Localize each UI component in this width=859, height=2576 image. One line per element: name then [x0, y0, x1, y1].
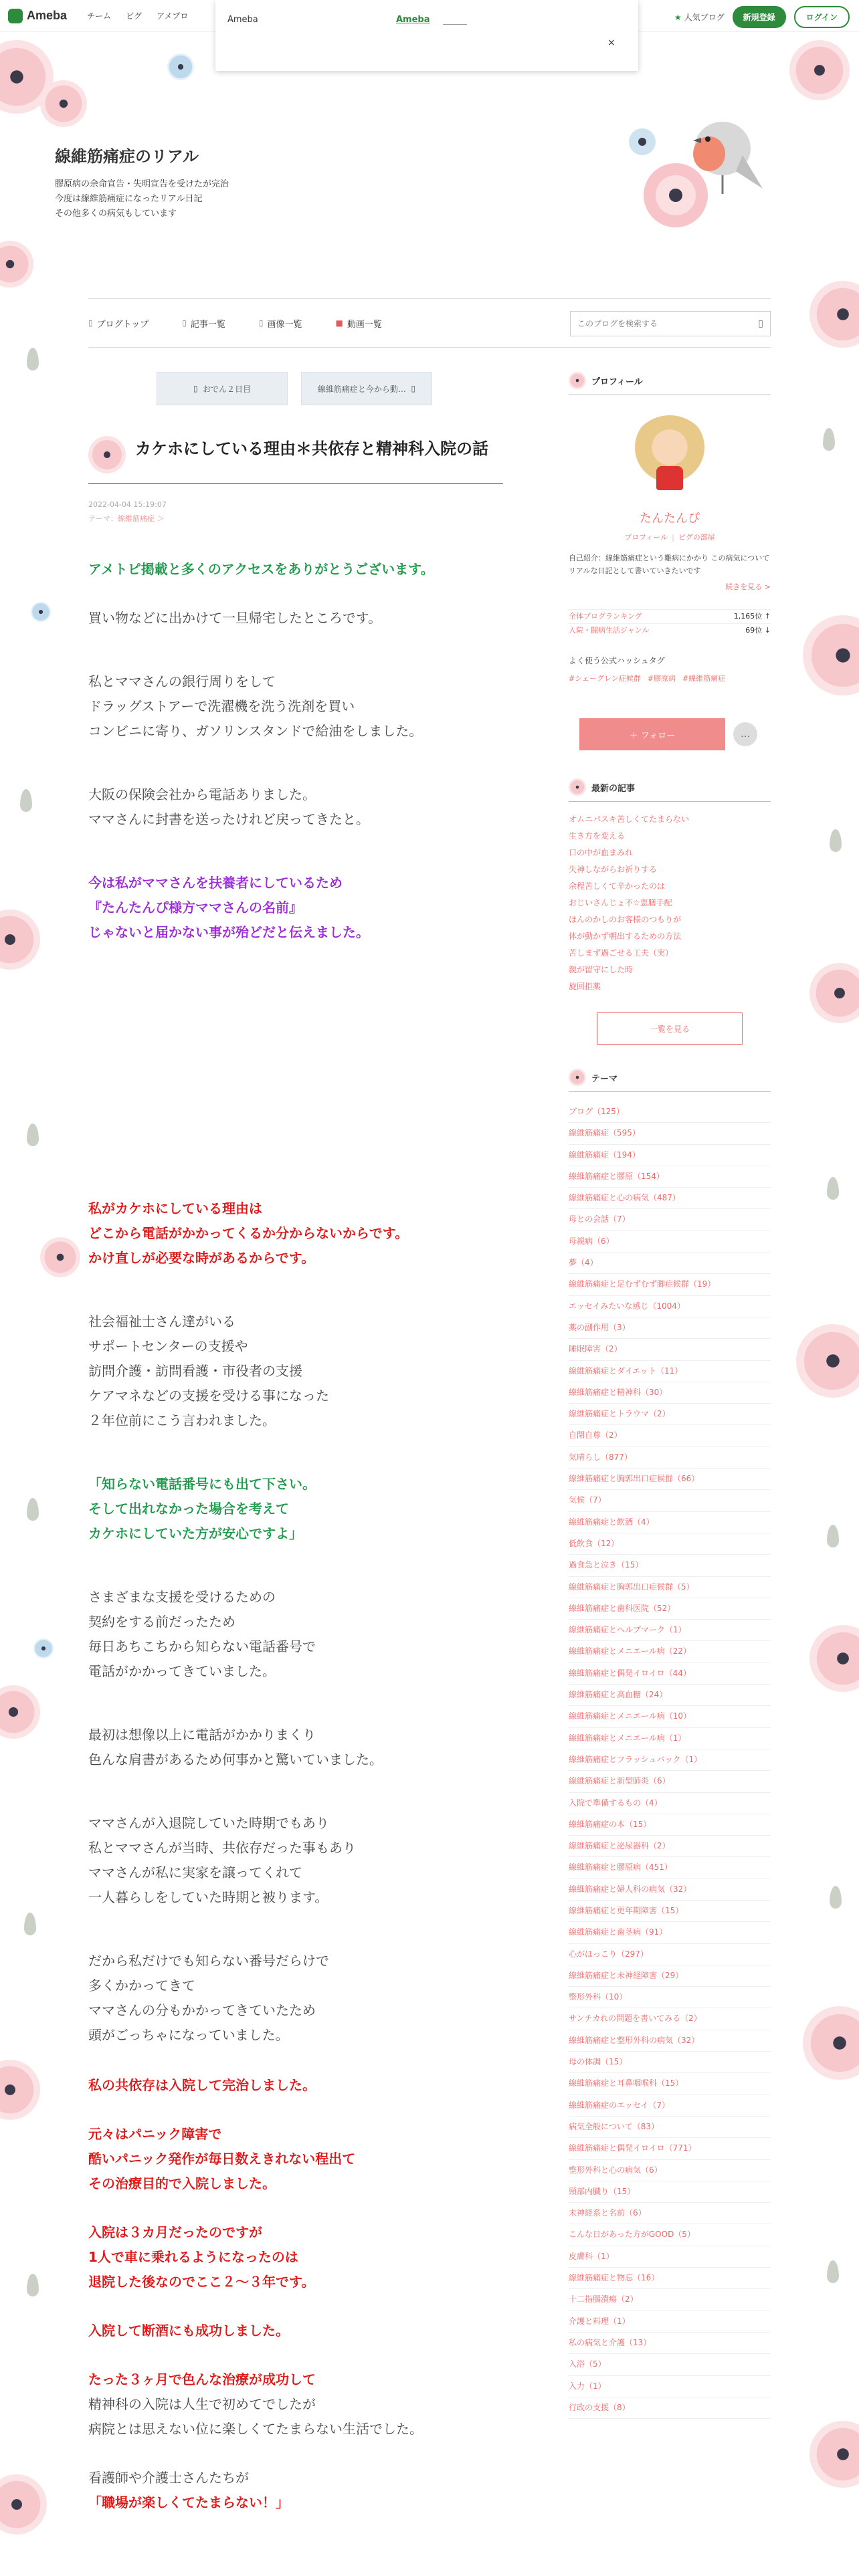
ameba-service-nav [87, 10, 188, 21]
ranking-row[interactable]: 入院・闘病生活ジャンル 69位 ↓ [569, 623, 771, 637]
theme-item[interactable]: 気晴らし（877） [569, 1447, 771, 1469]
nav-video-list[interactable]: ■ 動画一覧 [335, 318, 382, 330]
theme-item[interactable]: 整形外科と心の病気（6） [569, 2160, 771, 2181]
theme-item[interactable]: 入院で準備するもの（4） [569, 1793, 771, 1814]
article-paragraph: さまざまな支援を受けるための 契約をする前だったため 毎日あちこちから知らない電話番号で 電話がかかってきていました。 [88, 1589, 316, 1679]
theme-item[interactable]: 線維筋痛症と飲酒（4） [569, 1512, 771, 1533]
article-paragraph: 看護師や介護士さんたちが 「職場が楽しくてたまらない！」 [88, 2470, 289, 2510]
article-paragraph: 大阪の保険会社から電話ありました。 ママさんに封書を送ったけれど戻ってきたと。 [88, 786, 369, 827]
theme-item[interactable]: 心がほっこり（297） [569, 1944, 771, 1965]
article-paragraph: だから私だけでも知らない番号だらけで 多くかかってきて ママさんの分もかかってきていたため 頭がごっちゃになっていました。 [88, 1953, 329, 2043]
theme-item[interactable]: 線維筋痛症とメニエール病（10） [569, 1706, 771, 1727]
article-paragraph: 入院は３カ月だったのですが 1人で車に乗れるようになったのは 退院した後なのでここ２～３年です。 [88, 2224, 315, 2290]
list-item[interactable]: おじいさんじょ不☆恵膳手配 [569, 898, 672, 907]
profile-intro: 自己紹介：線維筋痛症という難病にかかり この病気についてリアルな日記として書いていきたいです [569, 554, 770, 575]
theme-item[interactable]: 頸部内臓り（15） [569, 2181, 771, 2203]
theme-item[interactable]: こんな日があった方がGOOD（5） [569, 2224, 771, 2246]
list-item[interactable]: 旋回拒薬 [569, 982, 601, 991]
theme-item[interactable]: 自閉自尊（2） [569, 1425, 771, 1446]
article-paragraph: 入院して断酒にも成功しました。 [88, 2323, 289, 2339]
list-item[interactable]: 生き方を変える [569, 831, 626, 841]
article-paragraph: 今は私がママさんを扶養者にしているため 『たんたんぴ様方ママさんの名前』 じゃないと届かない事が殆どだと伝えました。 [88, 875, 369, 940]
theme-item[interactable]: 線維筋痛症と物忘（16） [569, 2268, 771, 2289]
next-article-button[interactable]: 線維筋痛症と今から動… ▯ [301, 372, 432, 405]
close-icon[interactable]: × [607, 37, 615, 48]
profile-name[interactable]: たんたんぴ [640, 512, 700, 526]
theme-item[interactable]: 線維筋痛症と泌尿器科（2） [569, 1836, 771, 1857]
article-paragraph: 最初は想像以上に電話がかかりまくり 色んな肩書があるため何事かと驚いていました。 [88, 1727, 383, 1767]
theme-item[interactable]: 線維筋痛症とメニエール病（1） [569, 1728, 771, 1749]
article-paragraph: 私の共依存は入院して完治しました。 [88, 2077, 316, 2093]
list-item[interactable]: 体が動かず朝出するための方法 [569, 932, 682, 941]
theme-item[interactable]: 病気全般について（83） [569, 2117, 771, 2138]
theme-item[interactable]: 線維筋痛症と膠原（154） [569, 1166, 771, 1188]
theme-item[interactable]: 線維筋痛症と耳鼻咽喉科（15） [569, 2073, 771, 2095]
chevron-left-icon: ▯ [193, 384, 203, 393]
video-icon: ■ [335, 318, 343, 328]
theme-item[interactable]: 介護と料理（1） [569, 2311, 771, 2333]
hashtag-link[interactable]: #線維筋痛症 [682, 674, 726, 683]
theme-item[interactable]: 線維筋痛症と胸郭出口症候群（5） [569, 1577, 771, 1598]
ranking-row[interactable]: 全体ブログランキング 1,165位 ↑ [569, 609, 771, 623]
popup-link[interactable]: Ameba [396, 15, 430, 25]
theme-item[interactable]: 夢（4） [569, 1253, 771, 1274]
profile-links: プロフィール | ピグの部屋 [624, 533, 715, 542]
theme-item[interactable]: 線維筋痛症と整形外科の病気（32） [569, 2030, 771, 2052]
follow-button[interactable]: ＋ フォロー [579, 718, 725, 750]
chevron-right-icon: ▯ [405, 384, 416, 393]
theme-item[interactable]: 線維筋痛症と歯茎病（91） [569, 1922, 771, 1943]
article-paragraph: アメトピ掲載と多くのアクセスをありがとうございます。 [88, 561, 434, 577]
nav-pigg-link[interactable]: ピグ [126, 11, 142, 21]
theme-item[interactable]: 母親病（6） [569, 1231, 771, 1253]
blog-header [55, 143, 322, 221]
list-item[interactable]: ほんのかしのお客様のつもりが [569, 915, 682, 924]
theme-item[interactable]: 線維筋痛症と高血糖（24） [569, 1685, 771, 1706]
theme-item[interactable]: 薬の副作用（3） [569, 1317, 771, 1339]
theme-item[interactable]: 線維筋痛症と膠原病（451） [569, 1857, 771, 1879]
image-icon: ▯ [258, 318, 264, 328]
hashtag-link[interactable]: #シェーグレン症候群 [569, 674, 641, 683]
theme-item[interactable]: 線維筋痛症と未神経障害（29） [569, 1965, 771, 1987]
nav-blog-top[interactable]: ▯ ブログトップ [88, 318, 149, 330]
article-theme: テーマ：線維筋痛症 ＞ [88, 514, 165, 523]
read-more-link[interactable]: 続きを見る > [725, 582, 771, 591]
ameba-logo[interactable] [8, 9, 67, 23]
themes-heading: テーマ [569, 1069, 771, 1092]
theme-item[interactable]: 行政の支援（8） [569, 2397, 771, 2419]
theme-item[interactable]: 母の体調（15） [569, 2052, 771, 2073]
theme-item[interactable]: 線維筋痛症と心の病気（487） [569, 1188, 771, 1209]
hashtag-link[interactable]: #膠原病 [647, 674, 676, 683]
theme-item[interactable]: 十二指腸潰瘍（2） [569, 2289, 771, 2311]
article-title[interactable]: カケホにしている理由＊共依存と精神科入院の話 [135, 439, 488, 458]
theme-item[interactable]: 線維筋痛症（194） [569, 1145, 771, 1166]
pigg-room-link[interactable]: ピグの部屋 [678, 533, 715, 542]
theme-item[interactable]: 線維筋痛症とヘルプマーク（1） [569, 1620, 771, 1641]
popular-blog-link[interactable]: ★ 人気ブログ [674, 13, 725, 22]
article-paragraph: 私とママさんの銀行周りをして ドラッグストアーで洗濯機を洗う洗剤を買い コンビニに寄り、ガソリンスタンドで給油をしました。 [88, 673, 423, 739]
blog-description: 膠原病の余命宣告・失明宣告を受けたが完治 今度は線維筋痛症になったリアル日記 その他多くの病気もしています [55, 179, 229, 219]
theme-item[interactable]: 線維筋痛症と新型肺炎（6） [569, 1771, 771, 1792]
view-list-button[interactable]: 一覧を見る [597, 1012, 743, 1045]
avatar[interactable] [630, 415, 710, 496]
flower-icon [569, 1069, 586, 1086]
flower-icon [569, 778, 586, 796]
profile-link[interactable]: プロフィール [624, 533, 668, 542]
theme-item[interactable]: 線維筋痛症と足むずむず脚症候群（19） [569, 1274, 771, 1295]
blog-nav [88, 298, 771, 348]
bird-illustration-icon [629, 102, 763, 229]
list-icon: ▯ [182, 318, 187, 328]
list-item[interactable]: 余程苦しくて辛かったのは [569, 881, 666, 891]
nav-ameblo-link[interactable]: アメブロ [157, 11, 189, 21]
more-options-icon[interactable]: … [733, 722, 757, 746]
theme-item[interactable]: 線維筋痛症とフラッシュバック（1） [569, 1749, 771, 1771]
article-paragraph: 買い物などに出かけて一旦帰宅したところです。 [88, 610, 382, 626]
hashtag-list [569, 673, 771, 683]
blog-search-box[interactable] [570, 311, 771, 336]
blog-search-input[interactable] [577, 319, 758, 328]
home-icon: ▯ [88, 318, 93, 328]
theme-item[interactable]: ブログ（125） [569, 1101, 771, 1123]
ameba-popup [215, 0, 638, 71]
ameba-logo-text: Ameba [27, 9, 68, 22]
theme-item[interactable]: 線維筋痛症の本（15） [569, 1814, 771, 1836]
theme-item[interactable]: 線維筋痛症と歯科医院（52） [569, 1598, 771, 1620]
theme-item[interactable]: 線維筋痛症と更年期障害（15） [569, 1901, 771, 1922]
chevron-right-icon: ＞ [155, 514, 165, 523]
embedded-content-space [88, 969, 503, 1196]
theme-item[interactable]: 低飲食（12） [569, 1533, 771, 1555]
article-date: 2022-04-04 15:19:07 [88, 500, 167, 509]
theme-item[interactable]: 線維筋痛症とトラウマ（2） [569, 1404, 771, 1425]
theme-item[interactable]: 睡眠障害（2） [569, 1339, 771, 1360]
sidebar [569, 372, 771, 2419]
theme-item[interactable]: 私の病気と介護（13） [569, 2333, 771, 2354]
theme-item[interactable]: 線維筋痛症と偶発イロイロ（771） [569, 2138, 771, 2159]
theme-item[interactable]: 線維筋痛症とメニエール病（22） [569, 1641, 771, 1662]
profile-heading: プロフィール [569, 372, 771, 395]
article-main [88, 372, 503, 2539]
article-header [88, 436, 503, 473]
theme-item[interactable]: サンチカれの問題を書いてみる（2） [569, 2008, 771, 2030]
theme-item[interactable]: エッセイみたいな感じ（1004） [569, 1296, 771, 1317]
star-icon: ★ [674, 13, 682, 22]
theme-item[interactable]: 入力（1） [569, 2376, 771, 2397]
list-item[interactable]: 苦しまず過ごせる工夫（実） [569, 948, 674, 958]
popup-input-line[interactable] [443, 24, 467, 25]
theme-item[interactable]: 整形外科（10） [569, 1987, 771, 2008]
list-item[interactable]: オムニパスキ苦しくてたまらない [569, 815, 690, 824]
theme-item[interactable]: 線維筋痛症とダイエット（11） [569, 1361, 771, 1382]
login-button[interactable]: ログイン [794, 6, 850, 28]
article-paragraph: 私がカケホにしている理由は どこから電話がかかってくるか分からないからです。 かけ直しが必要な時があるからです。 [88, 1200, 409, 1266]
theme-item[interactable]: 母との会話（7） [569, 1209, 771, 1230]
theme-item[interactable]: 未神経系と名前（6） [569, 2203, 771, 2224]
hashtags-heading: よく使う公式ハッシュタグ [569, 656, 665, 665]
theme-item[interactable]: 気候（7） [569, 1490, 771, 1511]
title-divider [88, 483, 503, 484]
article-paragraph: たった３ヶ月で色んな治療が成功して 精神科の入院は人生で初めてでしたが 病院とは思えない位に楽しくてたまらない生活でした。 [88, 2371, 423, 2437]
theme-item[interactable]: 線維筋痛症（595） [569, 1123, 771, 1144]
theme-item[interactable]: 過食急と泣き（15） [569, 1555, 771, 1576]
theme-list [569, 1101, 771, 2419]
ameba-logo-icon [8, 9, 23, 23]
theme-item[interactable]: 線維筋痛症と精神科（30） [569, 1382, 771, 1404]
article-paragraph: ママさんが入退院していた時期でもあり 私とママさんが当時、共依存だった事もあり ママさんが私に実家を譲ってくれて 一人暮らしをしていた時期と被ります。 [88, 1815, 356, 1905]
article-pager [157, 372, 503, 405]
recent-entries-list [569, 811, 771, 995]
flower-icon [569, 372, 586, 389]
popup-label: Ameba [227, 15, 258, 25]
list-item[interactable]: 親が留守にした時 [569, 965, 634, 974]
theme-item[interactable]: 皮膚科（1） [569, 2246, 771, 2268]
flower-icon [88, 436, 126, 473]
nav-team-link[interactable]: チーム [87, 11, 112, 21]
nav-entry-list[interactable]: ▯ 記事一覧 [182, 318, 225, 330]
article-paragraph: 「知らない電話番号にも出て下さい。 そして出れなかった場合を考えて カケホにしていた方が安心ですよ」 [88, 1476, 316, 1541]
list-item[interactable]: 失神しながらお祈りする [569, 865, 658, 874]
list-item[interactable]: 口の中が血まみれ [569, 848, 634, 857]
article-theme-link[interactable]: 線維筋痛症 [118, 514, 155, 523]
article-paragraph: 元々はパニック障害で 酷いパニック発作が毎日数えきれない程出て その治療目的で入院しました。 [88, 2126, 356, 2191]
blog-title[interactable]: 線維筋痛症のリアル [55, 147, 199, 166]
theme-item[interactable]: 入浴（5） [569, 2354, 771, 2375]
recent-entries-heading: 最新の記事 [569, 778, 771, 802]
article-paragraph: 社会福祉士さん達がいる サポートセンターの支援や 訪問介護・訪問看護・市役者の支援 ケアマネなどの支援を受ける事になった ２年位前にこう言われました。 [88, 1313, 329, 1428]
theme-item[interactable]: 線維筋痛症と偶発イロイロ（44） [569, 1663, 771, 1685]
theme-item[interactable]: 線維筋痛症と胸郭出口症候群（66） [569, 1469, 771, 1490]
nav-image-list[interactable]: ▯ 画像一覧 [258, 318, 302, 330]
theme-item[interactable]: 線維筋痛症のエッセイ（7） [569, 2095, 771, 2117]
search-icon[interactable]: ▯ [758, 318, 763, 329]
register-button[interactable]: 新規登録 [733, 6, 786, 28]
theme-item[interactable]: 線維筋痛症と婦人科の病気（32） [569, 1879, 771, 1901]
prev-article-button[interactable]: ▯ おでん２日目 [157, 372, 288, 405]
